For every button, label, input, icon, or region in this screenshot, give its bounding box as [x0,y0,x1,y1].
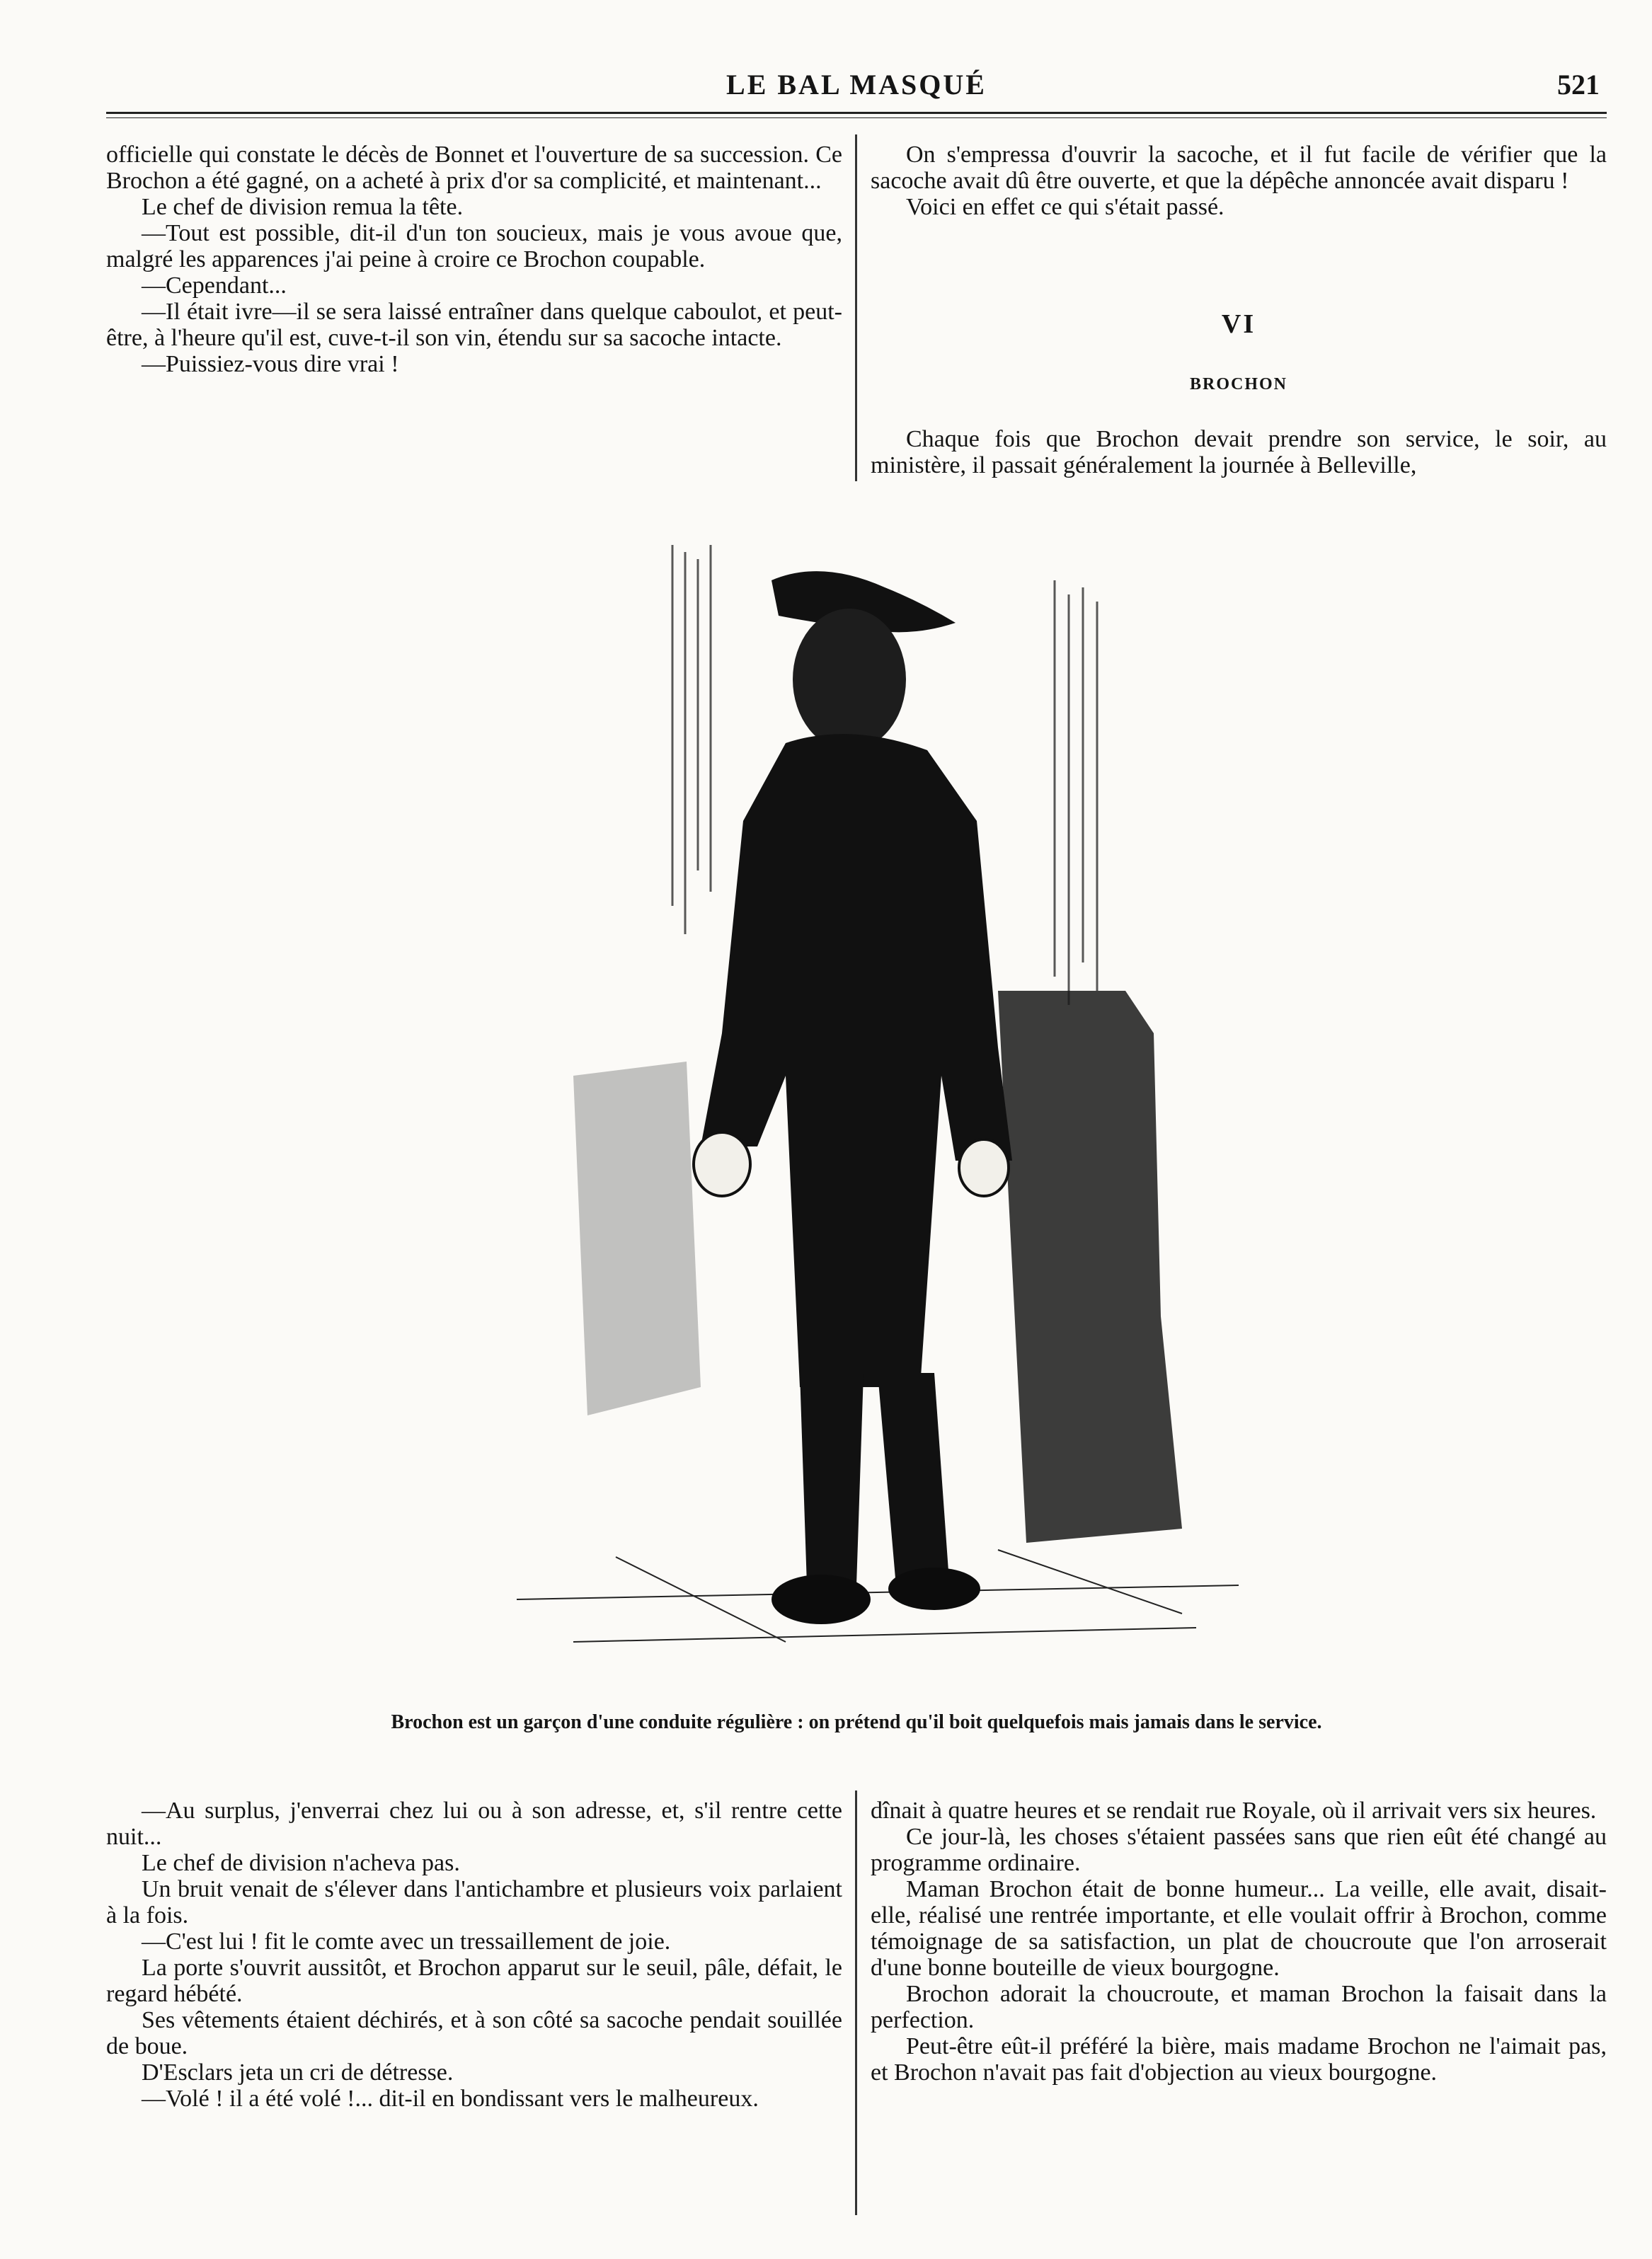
illustration [488,538,1267,1684]
column-divider [855,134,857,481]
paragraph: Le chef de division n'acheva pas. [142,1850,460,1876]
paragraph: Un bruit venait de s'élever dans l'antichambre et plusieurs voix parlaient à la fois. [106,1876,842,1929]
paragraph: —Volé ! il a été volé !... dit-il en bondissant vers le malheureux. [142,2086,759,2112]
paragraph: —Il était ivre—il se sera laissé entraîner dans quelque caboulot, et peut-être, à l'heure qu'il est, cuve-t-il son vin, étendu sur sa sacoche intacte. [106,299,842,351]
paragraph: Ses vêtements étaient déchirés, et à son côté sa sacoche pendait souillée de boue. [106,2007,842,2059]
top-right-column [871,142,1607,220]
page-number: 521 [1557,69,1600,100]
running-header [106,68,1607,103]
top-right-column-continued [871,426,1607,478]
paragraph: Maman Brochon était de bonne humeur... La veille, elle avait, disait-elle, réalisé une rentrée importante, et elle voulait offrir à Brochon, comme témoignage de sa satisfaction, un plat de choucroute que l'on arroserait d'une bonne bouteille de vieux bourgogne. [871,1876,1607,1981]
bottom-left-column [106,1798,842,2112]
paragraph: —C'est lui ! fit le comte avec un tressaillement de joie. [142,1929,671,1955]
journal-title: LE BAL MASQUÉ [726,69,987,100]
paragraph: dînait à quatre heures et se rendait rue Royale, où il arrivait vers six heures. [871,1798,1597,1824]
illustration-caption: Brochon est un garçon d'une conduite régulière : on prétend qu'il boit quelquefois mais jamais dans le service. [391,1711,1322,1733]
paragraph: Chaque fois que Brochon devait prendre son service, le soir, au ministère, il passait généralement la journée à Belleville, [871,426,1607,478]
paragraph: Brochon adorait la choucroute, et maman Brochon la faisait dans la perfection. [871,1981,1607,2033]
header-rule [106,112,1607,114]
section-title: BROCHON [1189,375,1287,393]
paragraph: —Cependant... [142,272,287,299]
paragraph: La porte s'ouvrit aussitôt, et Brochon apparut sur le seuil, pâle, défait, le regard hébété. [106,1955,842,2007]
paragraph: Le chef de division remua la tête. [142,194,464,220]
top-left-column [106,142,842,377]
paragraph: —Au surplus, j'enverrai chez lui ou à son adresse, et, s'il rentre cette nuit... [106,1798,842,1850]
engraving-standing-man-icon [488,538,1267,1684]
paragraph: D'Esclars jeta un cri de détresse. [142,2059,454,2086]
paragraph: —Puissiez-vous dire vrai ! [142,351,399,377]
paragraph: officielle qui constate le décès de Bonnet et l'ouverture de sa succession. Ce Brochon a été gagné, on a acheté à prix d'or sa complicité, et maintenant... [106,142,842,194]
bottom-right-column [871,1798,1607,2086]
header-rule-thin [106,117,1607,118]
paragraph: Voici en effet ce qui s'était passé. [906,194,1224,220]
paragraph: Peut-être eût-il préféré la bière, mais madame Brochon ne l'aimait pas, et Brochon n'avait pas fait d'objection au vieux bourgogne. [871,2033,1607,2086]
column-divider [855,1790,857,2215]
section-number: VI [1221,309,1256,339]
paragraph: Ce jour-là, les choses s'étaient passées sans que rien eût été changé au programme ordinaire. [871,1824,1607,1876]
paragraph: On s'empressa d'ouvrir la sacoche, et il fut facile de vérifier que la sacoche avait dû être ouverte, et que la dépêche annoncée avait disparu ! [871,142,1607,194]
paragraph: —Tout est possible, dit-il d'un ton soucieux, mais je vous avoue que, malgré les apparences j'ai peine à croire ce Brochon coupable. [106,220,842,272]
